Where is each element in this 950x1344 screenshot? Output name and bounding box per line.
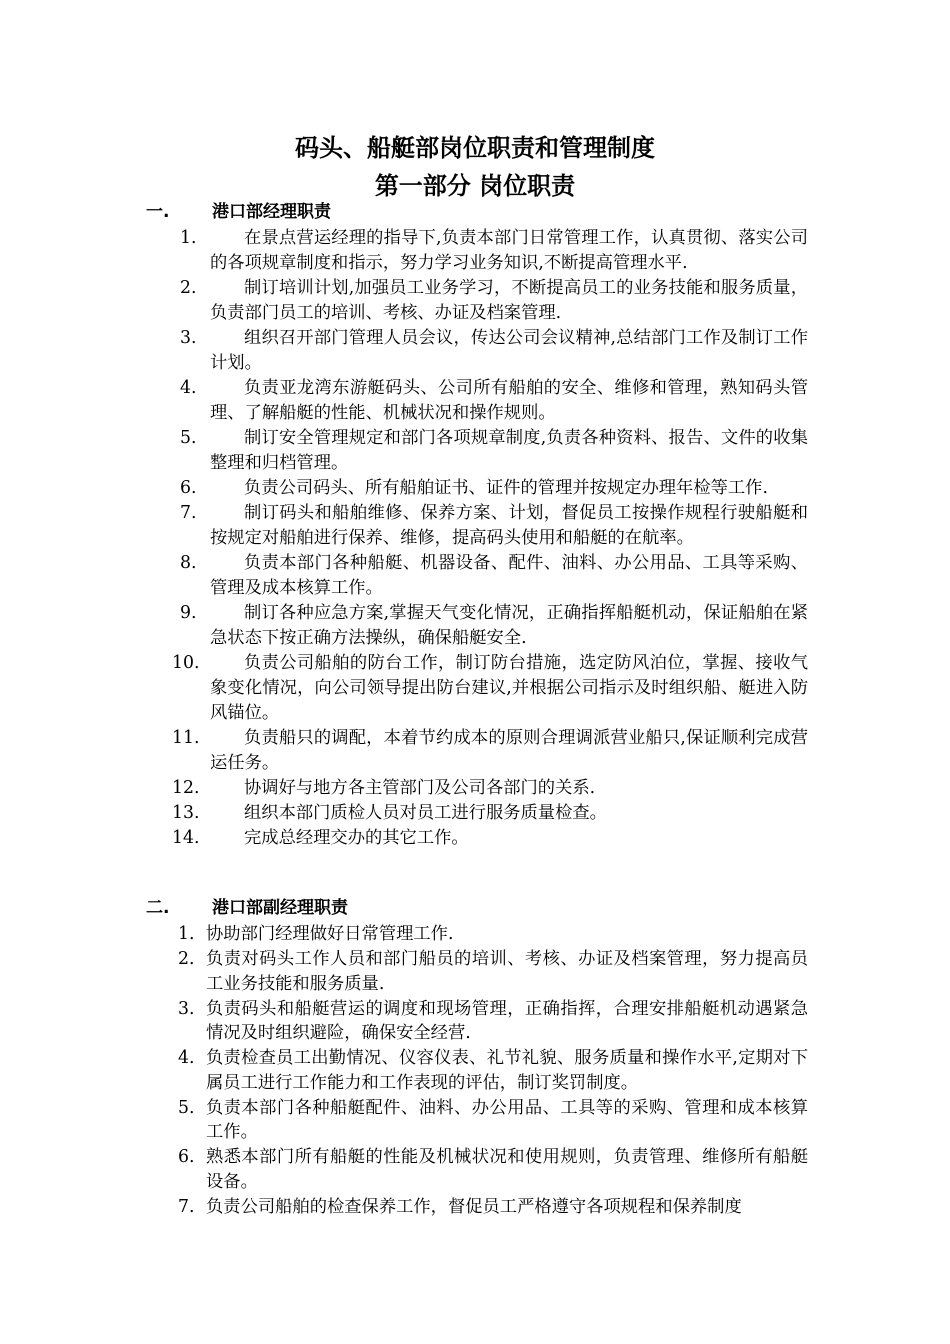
list-item: [0, 601, 808, 651]
item-number: 3.: [178, 998, 195, 1019]
item-number: 4.: [180, 378, 197, 398]
item-text: 负责船只的调配，本着节约成本的原则合理调派营业船只,保证顺利完成营运任务。: [210, 728, 808, 773]
item-text: 负责亚龙湾东游艇码头、公司所有船舶的安全、维修和管理，熟知码头管理、了解船艇的性能、机械状况和操作规则。: [210, 378, 808, 423]
list-item: [0, 651, 808, 726]
list-item: [0, 501, 808, 551]
duty-list-manager: [0, 226, 950, 851]
item-text: 负责本部门各种船艇配件、油料、办公用品、工具等的采购、管理和成本核算工作。: [206, 1097, 808, 1142]
section-number: 二.: [146, 898, 170, 918]
duty-list-deputy-manager: [0, 922, 950, 1220]
item-text: 制订码头和船舶维修、保养方案、计划，督促员工按操作规程行驶船艇和按规定对船舶进行保养、维修，提高码头使用和船艇的在航率。: [210, 503, 808, 548]
item-text: 负责公司船舶的检查保养工作，督促员工严格遵守各项规程和保养制度: [206, 1196, 742, 1217]
item-text: 协助部门经理做好日常管理工作.: [206, 924, 454, 944]
item-number: 6.: [178, 1147, 195, 1167]
item-text: 负责本部门各种船艇、机器设备、配件、油料、办公用品、工具等采购、管理及成本核算工作。: [210, 553, 808, 598]
item-text: 负责公司码头、所有船舶证书、证件的管理并按规定办理年检等工作.: [244, 478, 768, 498]
item-number: 13.: [172, 803, 200, 823]
item-number: 5.: [178, 1097, 195, 1118]
item-text: 协调好与地方各主管部门及公司各部门的关系.: [244, 778, 596, 798]
item-text: 负责检查员工出勤情况、仪容仪表、礼节礼貌、服务质量和操作水平,定期对下属员工进行工作能力和工作表现的评估，制订奖罚制度。: [206, 1048, 808, 1093]
item-text: 制订各种应急方案,掌握天气变化情况，正确指挥船艇机动，保证船舶在紧急状态下按正确方法操纵，确保船艇安全.: [210, 603, 808, 648]
item-number: 6.: [180, 478, 197, 498]
list-item: [0, 376, 808, 426]
item-number: 7.: [178, 1196, 195, 1217]
list-item: [0, 922, 808, 947]
item-text: 在景点营运经理的指导下,负责本部门日常管理工作，认真贯彻、落实公司的各项规章制度和指示，努力学习业务知识,不断提高管理水平.: [210, 228, 808, 273]
item-number: 11.: [172, 728, 200, 748]
item-text: 熟悉本部门所有船艇的性能及机械状况和使用规则，负责管理、维修所有船艇设备。: [206, 1147, 808, 1192]
item-number: 3.: [180, 328, 197, 348]
list-item: [0, 801, 808, 826]
item-text: 负责码头和船艇营运的调度和现场管理，正确指挥，合理安排船艇机动遇紧急情况及时组织避险，确保安全经营.: [206, 998, 808, 1043]
item-number: 9.: [180, 603, 197, 623]
section-title: 港口部副经理职责: [212, 898, 348, 918]
item-number: 1.: [178, 924, 195, 944]
item-text: 制订培训计划,加强员工业务学习，不断提高员工的业务技能和服务质量，负责部门员工的培训、考核、办证及档案管理.: [210, 278, 808, 323]
item-text: 负责公司船舶的防台工作，制订防台措施，选定防风泊位，掌握、接收气象变化情况，向公司领导提出防台建议,并根据公司指示及时组织船、艇进入防风锚位。: [210, 653, 808, 723]
list-item: [0, 226, 808, 276]
list-item: [0, 1046, 808, 1095]
item-number: 12.: [172, 778, 200, 798]
item-number: 14.: [172, 828, 200, 848]
list-item: [0, 426, 808, 476]
item-text: 组织本部门质检人员对员工进行服务质量检查。: [244, 803, 607, 823]
list-item: [0, 1145, 808, 1194]
item-number: 7.: [180, 503, 197, 523]
list-item: [0, 997, 808, 1046]
section-heading: [146, 897, 348, 919]
part-title: 第一部分 岗位职责: [374, 172, 576, 200]
section-number: 一.: [146, 202, 170, 222]
item-text: 组织召开部门管理人员会议，传达公司会议精神,总结部门工作及制订工作计划。: [210, 328, 808, 373]
item-number: 2.: [180, 278, 197, 298]
list-item: [0, 1195, 808, 1220]
section-title: 港口部经理职责: [212, 202, 331, 222]
item-number: 10.: [172, 653, 200, 673]
list-item: [0, 826, 808, 851]
item-number: 8.: [180, 553, 197, 573]
item-text: 制订安全管理规定和部门各项规章制度,负责各种资料、报告、文件的收集整理和归档管理。: [210, 428, 808, 473]
list-item: [0, 947, 808, 996]
item-number: 1.: [180, 228, 197, 248]
list-item: [0, 1096, 808, 1145]
item-number: 2.: [178, 949, 195, 969]
item-text: 负责对码头工作人员和部门船员的培训、考核、办证及档案管理，努力提高员工业务技能和服务质量.: [206, 949, 808, 994]
item-number: 5.: [180, 428, 197, 448]
list-item: [0, 726, 808, 776]
list-item: [0, 776, 808, 801]
list-item: [0, 476, 808, 501]
list-item: [0, 551, 808, 601]
document-title: 码头、船艇部岗位职责和管理制度: [295, 134, 655, 162]
section-heading: [146, 201, 331, 223]
list-item: [0, 276, 808, 326]
item-number: 4.: [178, 1048, 195, 1068]
list-item: [0, 326, 808, 376]
item-text: 完成总经理交办的其它工作。: [244, 828, 469, 848]
